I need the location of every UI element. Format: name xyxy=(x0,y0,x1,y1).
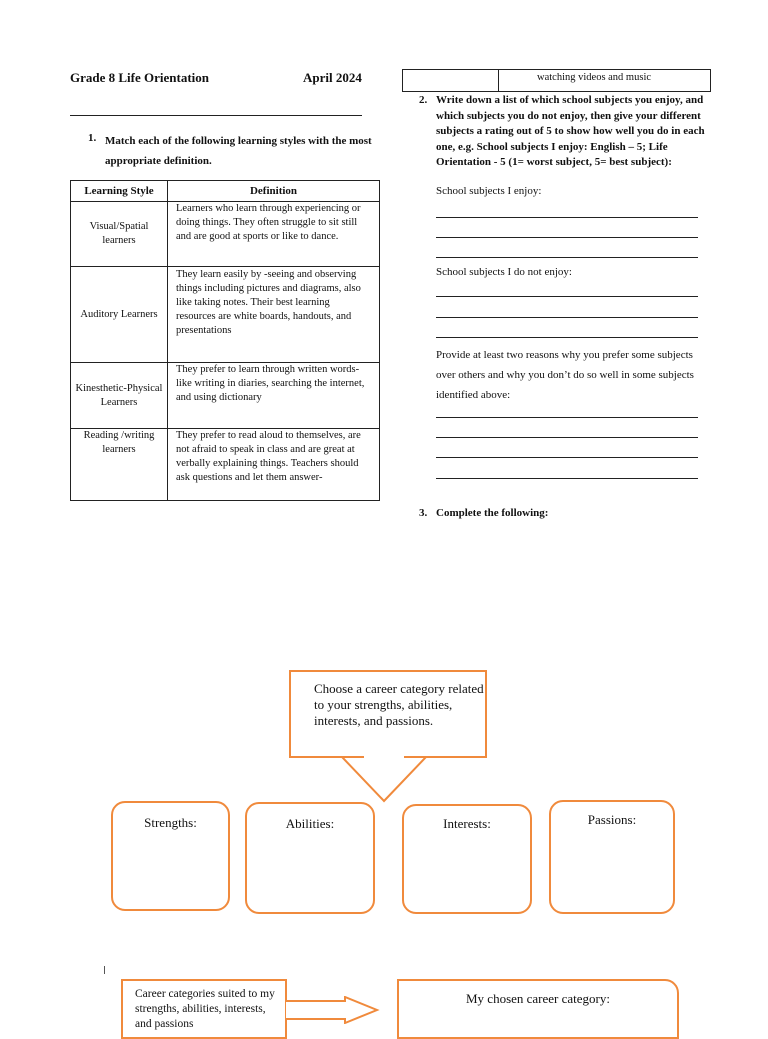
abilities-label: Abilities: xyxy=(285,816,335,831)
strengths-box[interactable] xyxy=(111,801,230,911)
answer-line[interactable] xyxy=(436,257,698,258)
answer-line[interactable] xyxy=(436,457,698,458)
passions-label: Passions: xyxy=(587,812,637,827)
definition-cell: They prefer to learn through written words-like writing in diaries, searching the internet, and using dictionary xyxy=(168,363,380,429)
table-header-style: Learning Style xyxy=(71,181,168,202)
q1-number: 1. xyxy=(88,132,97,144)
right-arrow-shape xyxy=(285,996,385,1024)
right-arrow-icon xyxy=(286,997,377,1023)
answer-line[interactable] xyxy=(436,217,698,218)
style-cell: Kinesthetic-Physical Learners xyxy=(71,363,168,429)
learning-styles-table xyxy=(70,180,380,501)
q2-text: Write down a list of which school subjects you enjoy, and which subjects you do not enjoy, then give your different subjects a rating out of 5 to show how well you do in each one, e.g. School subjects I enjoy: English – 5; Life Orientation - 5 (1= worst subject, 5= best subject): xyxy=(436,94,705,168)
abilities-box[interactable] xyxy=(245,802,375,914)
stray-mark xyxy=(104,966,105,974)
continued-row-divider xyxy=(498,70,499,91)
continued-definition: watching videos and music xyxy=(537,72,652,83)
style-cell: Visual/Spatial learners xyxy=(71,202,168,267)
answer-line[interactable] xyxy=(436,237,698,238)
q3-text: Complete the following: xyxy=(436,507,549,519)
definition-cell: They prefer to read aloud to themselves, are not afraid to speak in class and are great at verbally explaining things. Teachers should ask questions and let them answer- xyxy=(168,429,380,501)
continued-table-row xyxy=(402,69,711,92)
q2-number: 2. xyxy=(419,94,428,106)
enjoy-label: School subjects I enjoy: xyxy=(436,185,542,197)
document-title: Grade 8 Life Orientation xyxy=(70,70,210,85)
q1-text: Match each of the following learning styles with the most appropriate definition. xyxy=(105,135,372,167)
table-row xyxy=(71,363,380,429)
career-categories-box[interactable] xyxy=(121,979,287,1039)
q3-number: 3. xyxy=(419,507,428,519)
answer-line[interactable] xyxy=(436,296,698,297)
strengths-label: Strengths: xyxy=(144,815,197,830)
table-row xyxy=(71,202,380,267)
table-header-definition: Definition xyxy=(168,181,380,202)
not-enjoy-label: School subjects I do not enjoy: xyxy=(436,266,572,278)
passions-box[interactable] xyxy=(549,800,675,914)
header-rule xyxy=(70,115,362,116)
definition-cell: Learners who learn through experiencing or doing things. They often struggle to sit still and are good at sports or like to dance. xyxy=(168,202,380,267)
table-row xyxy=(71,429,380,501)
answer-line[interactable] xyxy=(436,337,698,338)
definition-cell: They learn easily by -seeing and observing things including pictures and diagrams, also like taking notes. Their best learning resources are white boards, handouts, and presentations xyxy=(168,267,380,363)
answer-line[interactable] xyxy=(436,317,698,318)
career-categories-label: Career categories suited to my strengths, abilities, interests, and passions xyxy=(135,988,275,1030)
answer-line[interactable] xyxy=(436,417,698,418)
answer-line[interactable] xyxy=(436,437,698,438)
interests-label: Interests: xyxy=(443,816,491,831)
answer-line[interactable] xyxy=(436,478,698,479)
interests-box[interactable] xyxy=(402,804,532,914)
style-cell: Auditory Learners xyxy=(71,267,168,363)
document-date: April 2024 xyxy=(303,70,362,85)
chosen-career-label: My chosen career category: xyxy=(465,991,610,1006)
style-cell: Reading /writing learners xyxy=(71,429,168,501)
reasons-label: Provide at least two reasons why you prefer some subjects over others and why you don’t do so well in some subjects identified above: xyxy=(436,349,694,401)
chosen-career-box[interactable] xyxy=(397,979,679,1039)
table-row xyxy=(71,267,380,363)
career-category-prompt: Choose a career category related to your strengths, abilities, interests, and passions. xyxy=(314,681,484,728)
